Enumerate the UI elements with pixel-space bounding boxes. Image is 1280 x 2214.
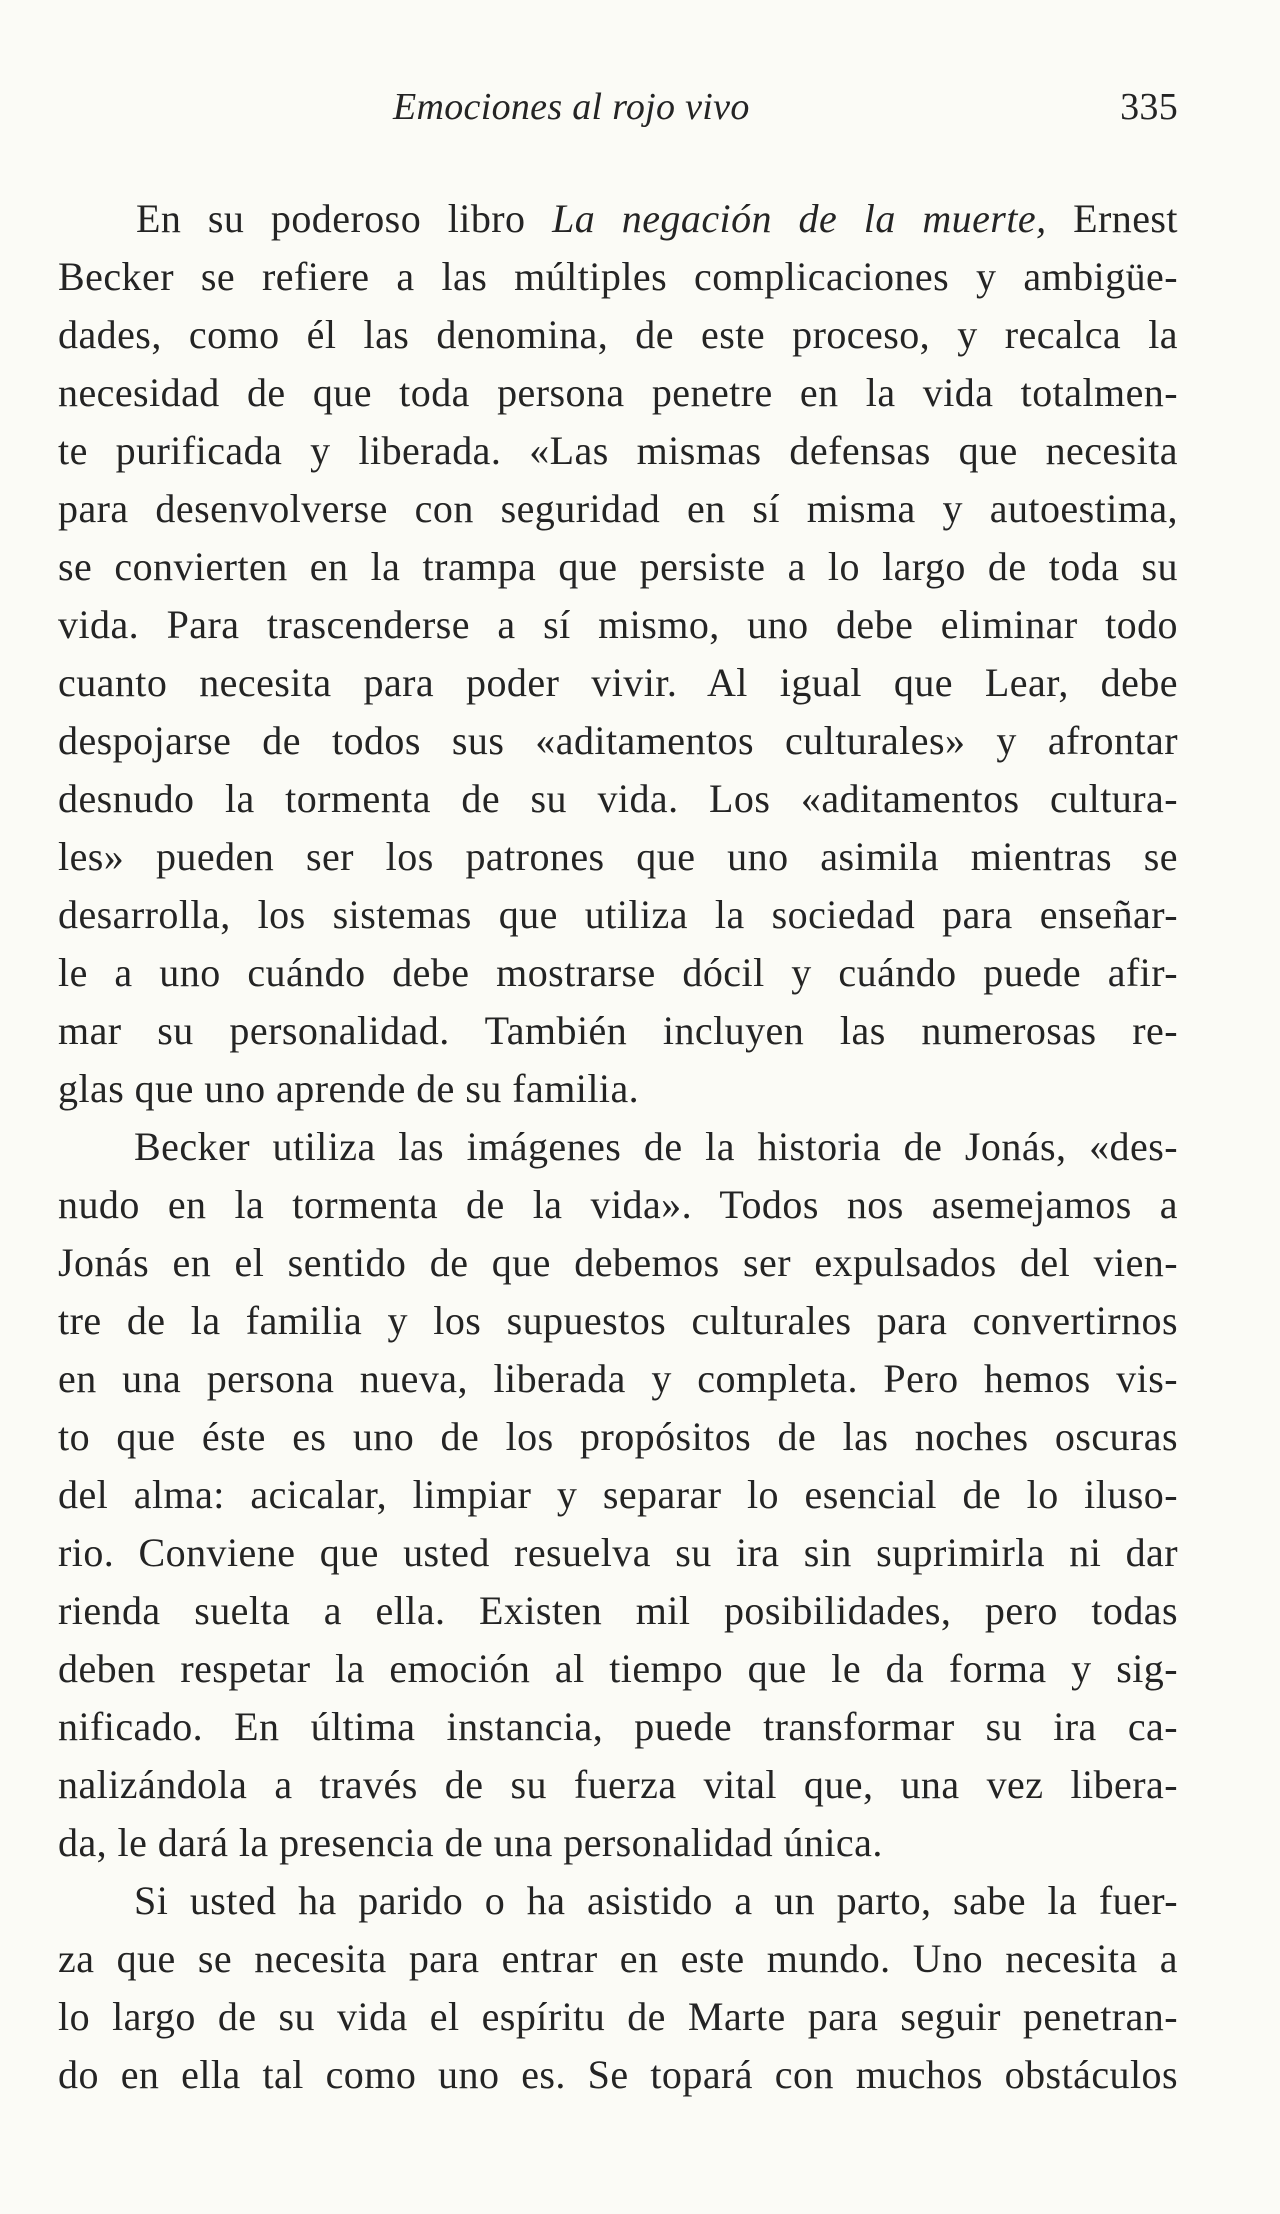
text-line: cuanto necesita para poder vivir. Al igual que Lear, debe — [58, 660, 1178, 705]
text-line: le a uno cuándo debe mostrarse dócil y cuándo puede afir- — [58, 950, 1178, 995]
text-line: mar su personalidad. También incluyen las numerosas re- — [58, 1008, 1178, 1053]
text-line: dades, como él las denomina, de este proceso, y recalca la — [58, 312, 1178, 357]
running-title: Emociones al rojo vivo — [393, 86, 750, 128]
text-line: do en ella tal como uno es. Se topará con muchos obstáculos — [58, 2052, 1178, 2097]
text-line: da, le dará la presencia de una personalidad única. — [58, 1820, 883, 1865]
text-line: Becker utiliza las imágenes de la historia de Jonás, «des- — [134, 1124, 1178, 1169]
paragraph-2 — [58, 1118, 1178, 1872]
text-segment: Ernest — [1046, 196, 1178, 241]
text-line: rienda suelta a ella. Existen mil posibilidades, pero todas — [58, 1588, 1178, 1633]
text-line: del alma: acicalar, limpiar y separar lo esencial de lo iluso- — [58, 1472, 1178, 1517]
book-title: La negación de la muerte, — [552, 196, 1047, 241]
paragraph-3 — [58, 1872, 1178, 2104]
paragraph-1 — [58, 190, 1178, 1118]
text-line: desnudo la tormenta de su vida. Los «aditamentos cultura- — [58, 776, 1178, 821]
text-line: deben respetar la emoción al tiempo que le da forma y sig- — [58, 1646, 1178, 1691]
text-line: despojarse de todos sus «aditamentos culturales» y afrontar — [58, 718, 1178, 763]
body-text — [58, 190, 1178, 2104]
text-line: za que se necesita para entrar en este mundo. Uno necesita a — [58, 1936, 1178, 1981]
page-number: 335 — [1120, 86, 1178, 128]
text-line: en una persona nueva, liberada y completa. Pero hemos vis- — [58, 1356, 1178, 1401]
text-line: te purificada y liberada. «Las mismas defensas que necesita — [58, 428, 1178, 473]
text-line: Becker se refiere a las múltiples complicaciones y ambigüe- — [58, 254, 1178, 299]
text-line: to que éste es uno de los propósitos de las noches oscuras — [58, 1414, 1178, 1459]
text-line: nificado. En última instancia, puede transformar su ira ca- — [58, 1704, 1178, 1749]
text-line: glas que uno aprende de su familia. — [58, 1066, 640, 1111]
text-line — [58, 190, 1178, 248]
text-segment: En su poderoso libro — [136, 196, 553, 241]
text-line: nudo en la tormenta de la vida». Todos nos asemejamos a — [58, 1182, 1178, 1227]
text-line: para desenvolverse con seguridad en sí misma y autoestima, — [58, 486, 1178, 531]
text-line: tre de la familia y los supuestos culturales para convertirnos — [58, 1298, 1178, 1343]
text-line: les» pueden ser los patrones que uno asimila mientras se — [58, 834, 1178, 879]
text-line: rio. Conviene que usted resuelva su ira sin suprimirla ni dar — [58, 1530, 1178, 1575]
text-line: desarrolla, los sistemas que utiliza la sociedad para enseñar- — [58, 892, 1178, 937]
text-line: se convierten en la trampa que persiste a lo largo de toda su — [58, 544, 1178, 589]
text-line: necesidad de que toda persona penetre en la vida totalmen- — [58, 370, 1178, 415]
text-line: lo largo de su vida el espíritu de Marte para seguir penetran- — [58, 1994, 1178, 2039]
text-line: Si usted ha parido o ha asistido a un parto, sabe la fuer- — [134, 1878, 1178, 1923]
text-line: Jonás en el sentido de que debemos ser expulsados del vien- — [58, 1240, 1178, 1285]
text-line: nalizándola a través de su fuerza vital que, una vez libera- — [58, 1762, 1178, 1807]
text-line: vida. Para trascenderse a sí mismo, uno debe eliminar todo — [58, 602, 1178, 647]
running-header — [58, 72, 1178, 142]
